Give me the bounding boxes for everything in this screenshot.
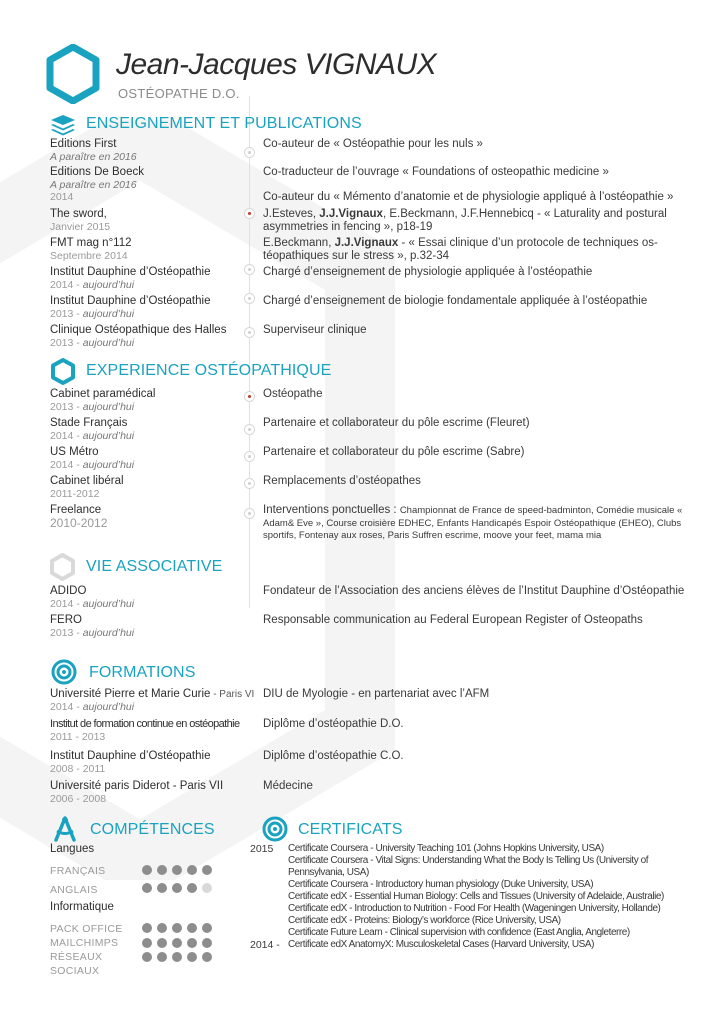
section-title-certificates: CERTIFICATS [298, 821, 403, 838]
compass-icon [52, 816, 78, 842]
item-description: Superviseur clinique [263, 324, 367, 336]
it-label: Informatique [50, 901, 114, 913]
certificates-list [250, 843, 690, 951]
item-org: Institut de formation continue en ostéopathie [50, 718, 240, 730]
item-description: Partenaire et collaborateur du pôle escrime (Fleuret) [263, 417, 530, 429]
hexagon-outline-icon [50, 553, 75, 581]
job-title: OSTÉOPATHE D.O. [118, 86, 240, 101]
item-org: Clinique Ostéopathique des Halles [50, 324, 227, 336]
item-date: A paraître en 2016 [50, 151, 137, 163]
item-description: Responsable communication au Federal European Register of Osteopaths [263, 614, 643, 626]
rating-dot [187, 883, 197, 893]
section-title-experience: EXPERIENCE OSTÉOPATHIQUE [86, 362, 332, 379]
item-description: Co-traducteur de l’ouvrage « Foundations of osteopathic medicine » [263, 166, 609, 178]
item-description: J.Esteves, J.J.Vignaux, E.Beckmann, J.F.Hennebicq - « Laturality and postural asymmetries in fencing », p18-19 [263, 208, 667, 233]
item-org: Stade Français [50, 417, 128, 429]
section-title-association: VIE ASSOCIATIVE [86, 558, 223, 575]
list-item: Certificate Future Learn - Clinical supervision with confidence (East Anglia, Angleterre) [288, 927, 630, 938]
item-org: Institut Dauphine d’Ostéopathie [50, 750, 211, 762]
rating-dot [157, 952, 167, 962]
item-org: ADIDO [50, 585, 87, 597]
skill-label: PACK OFFICE [50, 923, 123, 935]
item-description: Fondateur de l’Association des anciens élèves de l’Institut Dauphine d’Ostéopathie [263, 585, 685, 597]
rating-dot [142, 883, 152, 893]
rating-dot [187, 865, 197, 875]
item-date: Septembre 2014 [50, 250, 128, 262]
item-description: Ostéopathe [263, 388, 323, 400]
rating-dot [157, 923, 167, 933]
rating-dot [187, 952, 197, 962]
rating-dot [172, 865, 182, 875]
section-title-teaching: ENSEIGNEMENT ET PUBLICATIONS [86, 115, 362, 132]
item-org: US Métro [50, 446, 99, 458]
item-org: Freelance [50, 504, 102, 516]
languages-label: Langues [50, 843, 95, 855]
item-org: FERO [50, 614, 82, 626]
skill-rating [142, 865, 212, 875]
list-item: Certificate Coursera - Introductory human physiology (Duke University, USA) [288, 879, 594, 890]
rating-dot [172, 938, 182, 948]
section-title-skills: COMPÉTENCES [90, 821, 215, 838]
rating-dot [142, 865, 152, 875]
item-date: A paraître en 2016 [50, 179, 137, 191]
skill-rating [142, 938, 212, 948]
item-description: Chargé d’enseignement de physiologie appliquée à l’ostéopathie [263, 266, 593, 278]
item-org: Cabinet paramédical [50, 388, 156, 400]
rating-dot [187, 938, 197, 948]
skill-rating [142, 923, 212, 933]
item-date: 2008 - 2011 [50, 763, 106, 775]
person-name: Jean-Jacques VIGNAUX [116, 48, 437, 81]
section-title-formations: FORMATIONS [89, 664, 196, 681]
skill-label: ANGLAIS [50, 884, 98, 896]
list-item: 2014 - Certificate edX AnatomyX: Musculoskeletal Cases (Harvard University, USA) [250, 939, 594, 951]
item-description: Co-auteur du « Mémento d’anatomie et de physiologie appliqué à l’ostéopathie » [263, 191, 674, 203]
rating-dot [202, 923, 212, 933]
item-description: Médecine [263, 780, 313, 792]
list-item: Certificate edX - Proteins: Biology’s workforce (Rice University, USA) [288, 915, 561, 926]
item-date: Janvier 2015 [50, 221, 111, 233]
item-date: 2014 [50, 191, 74, 203]
rating-dot [202, 883, 212, 893]
logo-hexagon-icon [46, 44, 100, 104]
hexagon-icon [51, 358, 75, 385]
skill-rating [142, 883, 212, 893]
rating-dot [157, 883, 167, 893]
item-org: Institut Dauphine d’Ostéopathie [50, 266, 211, 278]
skill-rating [142, 952, 212, 962]
skill-label: RÉSEAUX [50, 951, 103, 963]
item-org: Editions De Boeck [50, 166, 144, 178]
item-date: 2011 - 2013 [50, 731, 106, 743]
rating-dot [142, 952, 152, 962]
item-date: 2006 - 2008 [50, 793, 107, 805]
rating-dot [172, 923, 182, 933]
rating-dot [202, 938, 212, 948]
item-org: Institut Dauphine d’Ostéopathie [50, 295, 211, 307]
list-item: 2015 Certificate Coursera - University Teaching 101 (Johns Hopkins University, USA) [250, 843, 604, 855]
list-item: Certificate edX - Essential Human Biology: Cells and Tissues (University of Adelaide, Australie) [288, 891, 664, 902]
item-description: Interventions ponctuelles : Championnat de France de speed-badminton, Comédie musicale « Adam& Eve », Course croisière EDHEC, Enfants Handicapés Espoir Ostéopathique (EHEO), Clubs sportifs, Fontenay aux roses, Paris Suffren escrime, moove your feet, mama mia [263, 504, 683, 541]
item-description: Diplôme d’ostéopathie C.O. [263, 750, 404, 762]
skill-label: MAILCHIMPS [50, 937, 119, 949]
item-description: Chargé d’enseignement de biologie fondamentale appliquée à l’ostéopathie [263, 295, 648, 307]
skill-label: SOCIAUX [50, 965, 100, 977]
target-icon [262, 816, 288, 842]
item-org: Editions First [50, 138, 117, 150]
item-date: 2011-2012 [50, 488, 100, 500]
item-description: Partenaire et collaborateur du pôle escrime (Sabre) [263, 446, 525, 458]
rating-dot [187, 923, 197, 933]
item-org: Université Pierre et Marie Curie - Paris VI [50, 688, 255, 700]
item-org: The sword, [50, 208, 107, 220]
target-icon [51, 659, 77, 685]
skill-label: FRANÇAIS [50, 865, 106, 877]
rating-dot [157, 865, 167, 875]
rating-dot [157, 938, 167, 948]
rating-dot [202, 865, 212, 875]
rating-dot [142, 923, 152, 933]
item-org: Cabinet libéral [50, 475, 124, 487]
rating-dot [202, 952, 212, 962]
layers-icon [50, 114, 76, 136]
item-description: E.Beckmann, J.J.Vignaux - « Essai clinique d’un protocole de techniques os-téopathiques sur le stress », p.32-34 [263, 237, 658, 262]
rating-dot [142, 938, 152, 948]
item-org: FMT mag n°112 [50, 237, 132, 249]
list-item: Certificate edX - Introduction to Nutrition - Food For Health (Wageningen University, Hollande) [288, 903, 661, 914]
item-description: Remplacements d’ostéopathes [263, 475, 421, 487]
rating-dot [172, 883, 182, 893]
item-description: Diplôme d’ostéopathie D.O. [263, 718, 404, 730]
item-description: DIU de Myologie - en partenariat avec l’AFM [263, 688, 490, 700]
item-org: Université paris Diderot - Paris VII [50, 780, 224, 792]
item-description: Co-auteur de « Ostéopathie pour les nuls » [263, 138, 483, 150]
list-item: Certificate Coursera - Vital Signs: Understanding What the Body Is Telling Us (University of Pennsylvania, USA) [288, 855, 649, 878]
rating-dot [172, 952, 182, 962]
item-date: 2010-2012 [50, 516, 108, 530]
